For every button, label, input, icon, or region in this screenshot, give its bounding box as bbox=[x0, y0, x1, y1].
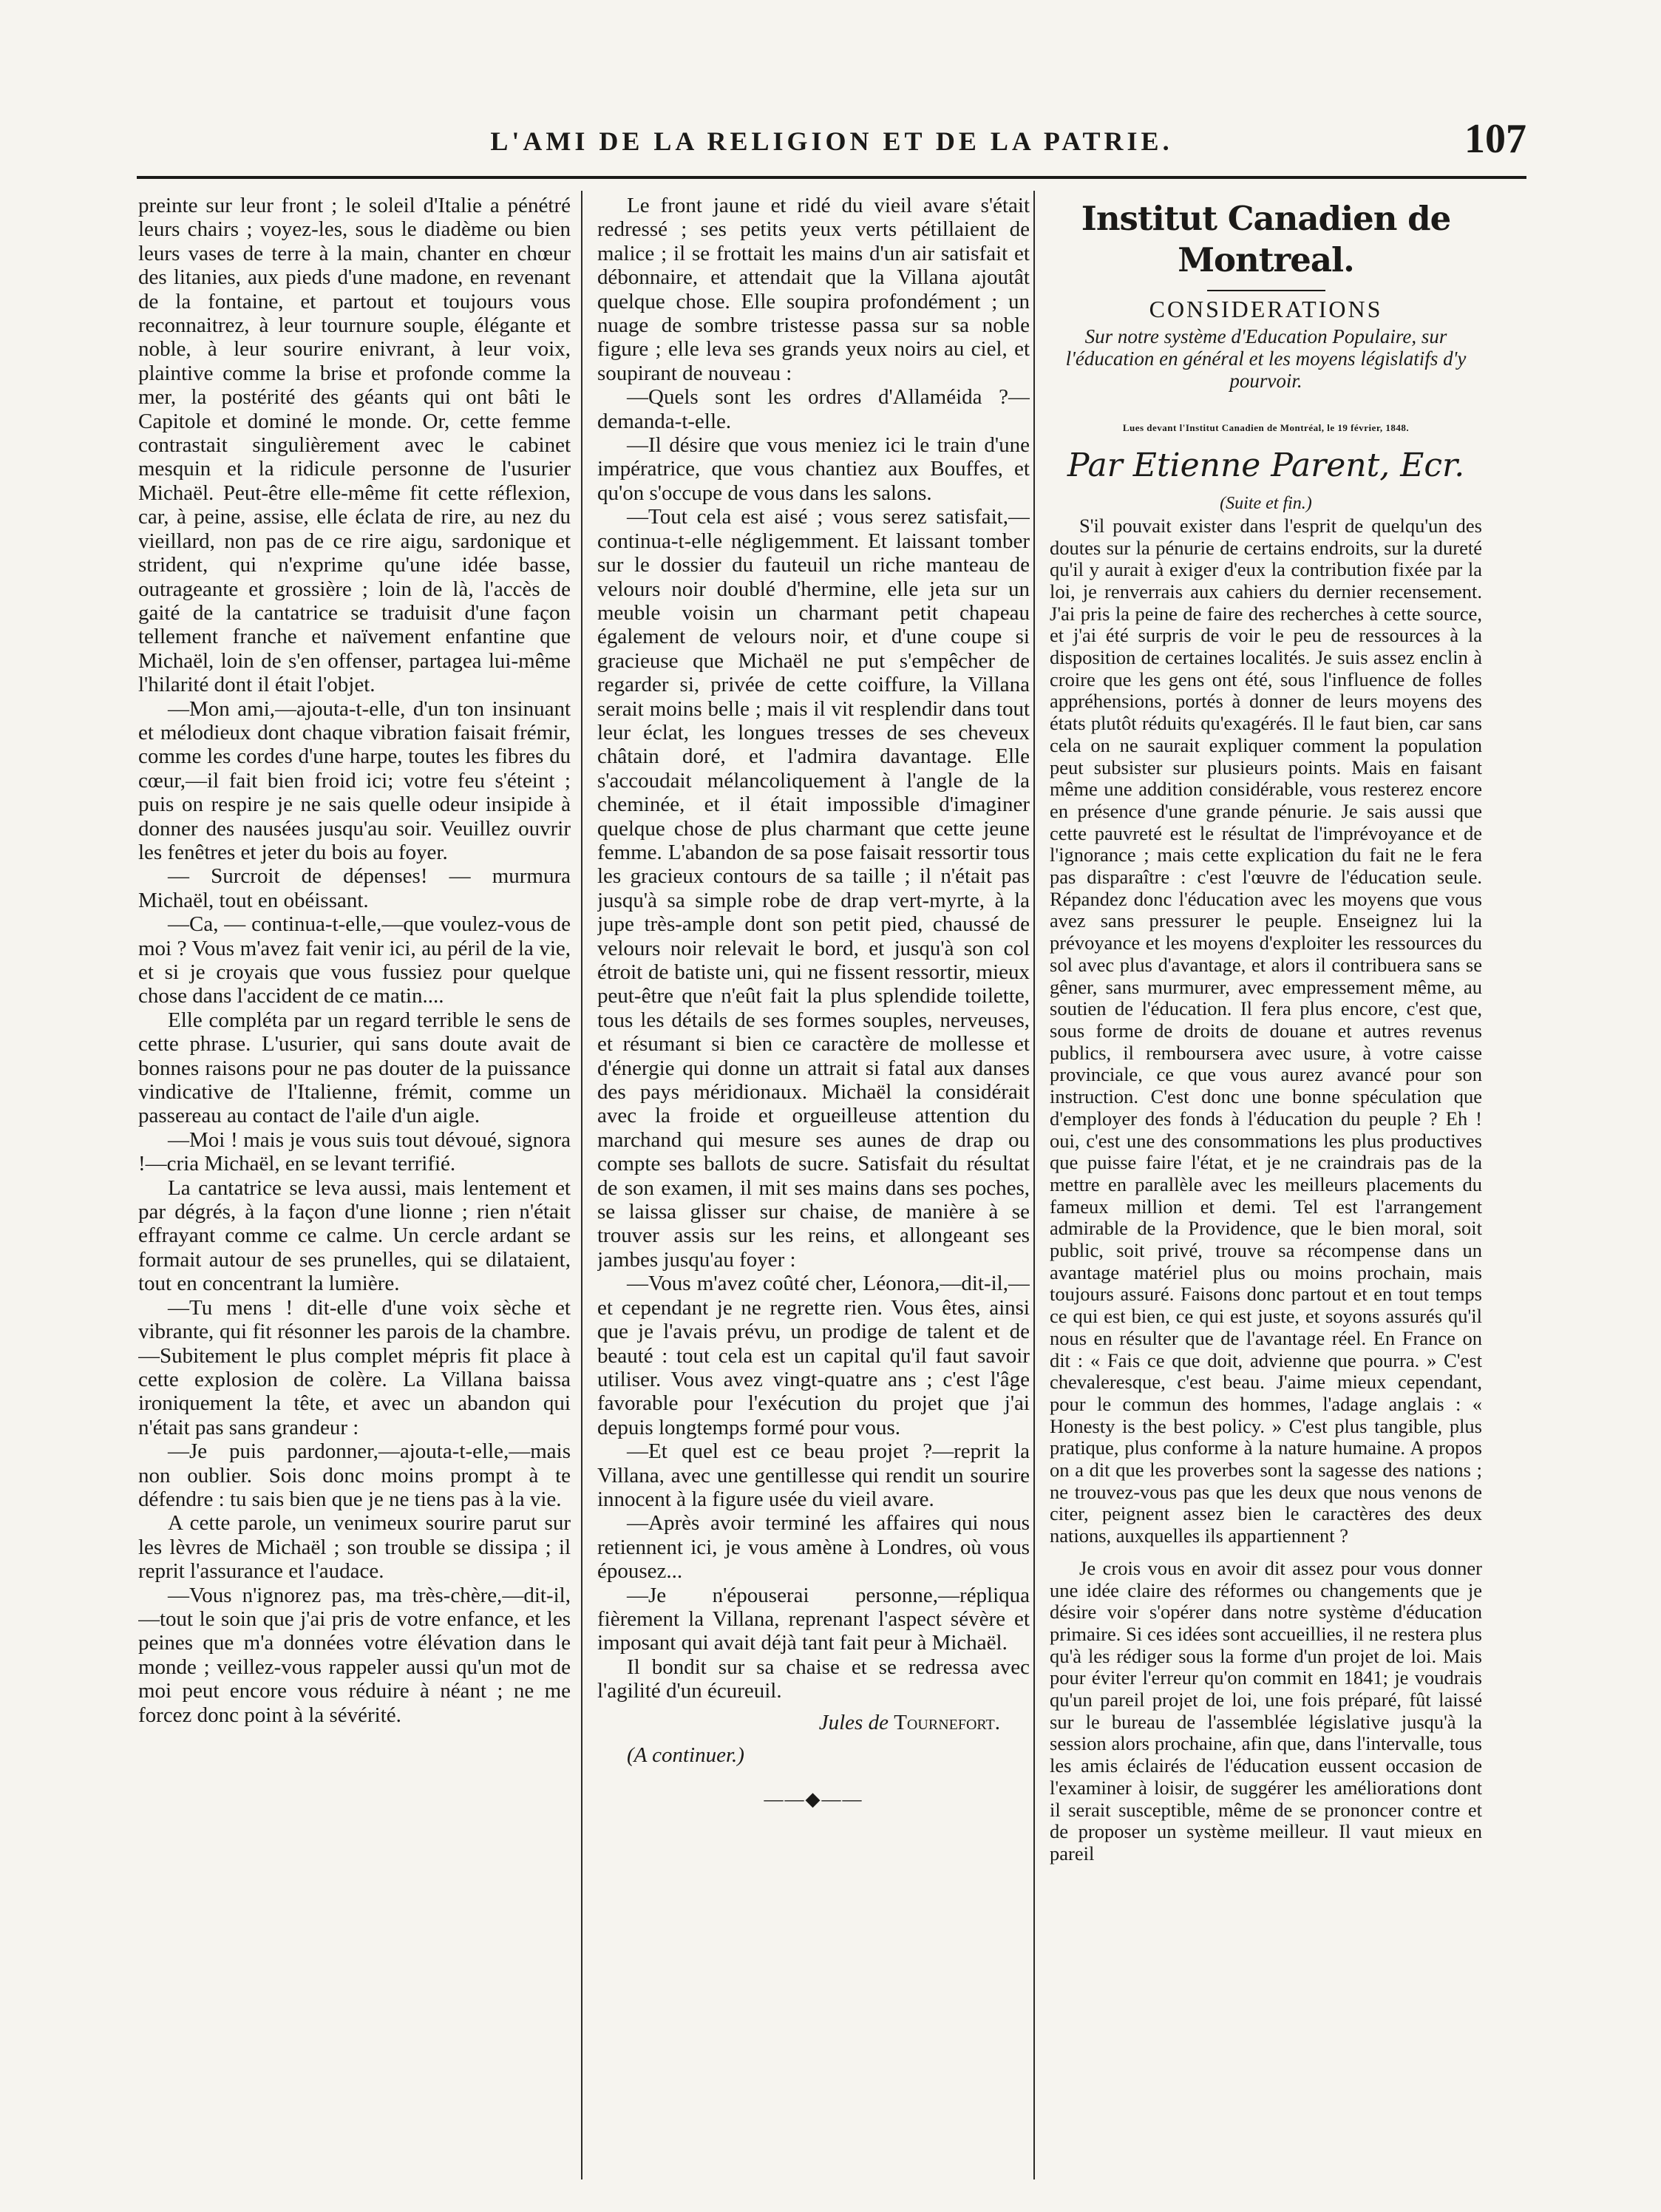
institute-heading: Institut Canadien de Montreal. bbox=[1081, 199, 1451, 279]
paragraph: preinte sur leur front ; le soleil d'Italie a pénétré leurs chairs ; voyez-les, sous le diadème ou bien leurs vases de terre à la main, chanter en chœur des litanies, aux pieds d'une madone, en revenant de la fontaine, et partout et toujours vous reconnaitrez, à leur tournure souple, élégante et noble, à leur sourire enivrant, à leur voix, plaintive comme la brise et profonde comme la mer, la postérité des géants qui ont bâti le Capitole et dominé le monde. Or, cette femme contrastait singulièrement avec le cabinet mesquin et la ridicule personne de l'usurier Michaël. Peut-être elle-même fit cette réflexion, car, à peine, assise, elle éclata de rire, au nez du vieillard, non pas de ce rire aigu, sardonique et strident, qui n'exprime qu'une idée basse, outrageante et grossière ; loin de là, l'accès de gaité de la cantatrice se traduisit d'une façon tellement franche et naïvement enfantine que Michaël, loin de s'en offenser, partagea lui-même l'hilarité dont il était l'objet. bbox=[138, 194, 571, 697]
column-2 bbox=[597, 194, 1030, 2175]
paragraph: —Mon ami,—ajouta-t-elle, d'un ton insinuant et mélodieux dont chaque vibration faisait frémir, comme les cordes d'une harpe, toutes les fibres du cœur,—il fait bien froid ici; votre feu s'éteint ; puis on respire je ne sais quelle odeur insipide à donner des nausées jusqu'au soir. Veuillez ouvrir les fenêtres et jeter du bois au foyer. bbox=[138, 696, 571, 864]
paragraph: —Tout cela est aisé ; vous serez satisfait,— continua-t-elle négligemment. Et laissant tomber sur le dossier du fauteuil un riche manteau de velours noir doublé d'hermine, elle jeta sur un meuble voisin un charmant petit chapeau également de velours noir, et d'une coupe si gracieuse que Michaël ne put s'empêcher de regarder si, privée de cette coiffure, la Villana serait moins belle ; mais il vit resplendir dans tout leur éclat, les longues tresses de ses cheveux châtain doré, et l'admira davantage. Elle s'accoudait mélancoliquement à l'angle de la cheminée, et il était impossible d'imaginer quelque chose de plus charmant que cette jeune femme. L'abandon de sa pose faisait ressortir tous les gracieux contours de sa taille ; il n'était pas jusqu'à sa simple robe de drap vert-myrte, à la jupe très-ample dont son petit pied, chaussé de velours noir relevait le bord, et jusqu'à son col étroit de batiste uni, qui ne fissent ressortir, mieux peut-être que n'eût fait la plus splendide toilette, tous les détails de ses formes souples, nerveuses, et résumant si bien ce caractère de mollesse et d'énergie qui donne un attrait si fatal aux danses des pays méridionaux. Michaël la considérait avec la froide et orgueilleuse attention du marchand qui mesure ses aunes de drap ou compte ses ballots de sucre. Satisfait du résultat de son examen, il mit ses mains dans ses poches, se laissa glisser sur chaise, de manière à se trouver assis sur les reins, et allongeant ses jambes jusqu'au foyer : bbox=[597, 505, 1030, 1272]
suite-note: (Suite et fin.) bbox=[1220, 494, 1312, 514]
paragraph: S'il pouvait exister dans l'esprit de quelqu'un des doutes sur la pénurie de certains endroits, sur la dureté qu'il y aurait à exiger d'eux la contribution fixée par la loi, je renverrais aux cahiers du dernier recensement. J'ai pris la peine de faire des recherches à cette source, et j'ai été surpris de voir le peu de ressources à la disposition de certaines localités. Je suis assez enclin à croire que les gens ont été, sous l'influence de folles appréhensions, portés à donner de leurs moyens des états plutôt réduits qu'exagérés. Il le faut bien, car sans cela on ne saurait expliquer comment la population peut subsister sur plusieurs points. Mais en faisant même une addition considérable, vous resterez encore en présence d'une grande pénurie. Je sais aussi que cette pauvreté est le résultat de l'imprévoyance et de l'ignorance ; mais cette explication du fait ne le fera pas disparaître : c'est l'œuvre de l'éducation seule. Répandez donc l'éducation avec les moyens que vous avez sans pressurer le peuple. Enseignez lui la prévoyance et les moyens d'exploiter les ressources du sol avec plus d'avantage, et alors il contribuera sans se gêner, sans murmurer, avec empressement même, au soutien de l'éducation. Il fera plus encore, c'est que, sous forme de droits de douane et autres revenus publics, il remboursera avec usure, à votre caisse provinciale, ce que vous aurez avancé pour son instruction. C'est donc une bonne spéculation que d'employer des fonds à l'éducation du peuple ? Eh ! oui, c'est une des consommations les plus productives que puisse faire l'état, et je ne craindrais pas de la mettre en parallèle avec les meilleurs placements du fameux million et demi. Tel est l'arrangement admirable de la Providence, que le bien moral, soit public, soit privé, trouve sa récompense dans un avantage matériel plus ou moins prochain, mais toujours assuré. Faisons donc partout et en tout temps ce qui est bien, ce qui est juste, et soyons assurés qu'il nous en résulter que de l'avantage réel. En France on dit : « Fais ce que doit, advienne que pourra. » C'est chevaleresque, c'est beau. J'aime mieux cependant, pour le commun des hommes, l'adage anglais : « Honesty is the best policy. » C'est plus tangible, plus pratique, plus conforme à la nature humaine. A propos on a dit que les proverbes sont la sagesse des nations ; ne trouvez-vous pas que les deux que nous venons de citer, peignent assez bien le caractères des deux nations, auxquelles ils appartiennent ? bbox=[1050, 514, 1482, 1547]
column-divider-1 bbox=[581, 191, 582, 2179]
paragraph: —Tu mens ! dit-elle d'une voix sèche et vibrante, qui fit résonner les parois de la chambre.—Subitement le plus complet mépris fit place à cette explosion de colère. La Villana baissa ironiquement la tête, et avec un abandon qui n'était pas sans grandeur : bbox=[138, 1295, 571, 1439]
header-rule bbox=[137, 176, 1526, 179]
paragraph: Je crois vous en avoir dit assez pour vous donner une idée claire des réformes ou changements que je désire voir s'opérer dans notre système d'éducation primaire. Si ces idées sont accueillies, il ne restera plus qu'à les rédiger sous la forme d'un projet de loi. Mais pour éviter l'erreur qu'on commit en 1841; je voudrais qu'un pareil projet de loi, une fois préparé, fût laissé sur le bureau de l'assemblée législative jusqu'à la session alors prochaine, afin que, dans l'intervalle, tous les amis éclairés de l'éducation eussent occasion de l'examiner à loisir, de suggérer les améliorations dont il serait susceptible, même de se prononcer contre et de proposer un système meilleur. Il vaut mieux en pareil bbox=[1050, 1556, 1482, 1865]
page-header bbox=[137, 111, 1526, 170]
paragraph: —Après avoir terminé les affaires qui nous retiennent ici, je vous amène à Londres, où vous épousez... bbox=[597, 1511, 1030, 1584]
author-line: Par Etienne Parent, Ecr. bbox=[1067, 447, 1465, 485]
short-rule bbox=[1207, 290, 1325, 291]
paragraph: Elle compléta par un regard terrible le sens de cette phrase. L'usurier, qui sans doute avait de bonnes raisons pour ne pas douter de la puissance vindicative de l'Italienne, frémit, comme un passereau au contact de l'aile d'un aigle. bbox=[138, 1008, 571, 1128]
end-ornament: ——◆—— bbox=[764, 1788, 863, 1811]
paragraph: —Vous m'avez coûté cher, Léonora,—dit-il,—et cependant je ne regrette rien. Vous êtes, ainsi que je l'avais prévu, un prodige de talent et de beauté : tout cela est un capital qu'il faut savoir utiliser. Vous avez vingt-quatre ans ; c'est l'âge favorable pour l'exécution du projet que j'ai depuis longtemps formé pour vous. bbox=[597, 1272, 1030, 1439]
column-3 bbox=[1050, 194, 1482, 2175]
paragraph: —Moi ! mais je vous suis tout dévoué, signora !—cria Michaël, en se levant terrifié. bbox=[138, 1127, 571, 1176]
paragraph: —Je n'épouserai personne,—répliqua fièrement la Villana, reprenant l'aspect sévère et imposant qui avait déjà tant fait peur à Michaël. bbox=[597, 1583, 1030, 1655]
paragraph: —Quels sont les ordres d'Allaméida ?—demanda-t-elle. bbox=[597, 385, 1030, 433]
article-signature bbox=[597, 1711, 1030, 1734]
paragraph: La cantatrice se leva aussi, mais lentement et par dégrés, à la façon d'une lionne ; rien n'était effrayant comme ce calme. Un cercle ardant se formait autour de ses prunelles, qui se dilataient, tout en concentrant la lumière. bbox=[138, 1175, 571, 1296]
paragraph: A cette parole, un venimeux sourire parut sur les lèvres de Michaël ; son trouble se dissipa ; il reprit l'assurance et l'audace. bbox=[138, 1511, 571, 1584]
paragraph: —Et quel est ce beau projet ?—reprit la Villana, avec une gentillesse qui rendit un sourire innocent à la figure usée du vieil avare. bbox=[597, 1439, 1030, 1511]
page-number: 107 bbox=[1464, 116, 1526, 162]
article-subtitle: Sur notre système d'Education Populaire, sur l'éducation en général et les moyens législatifs d'y pourvoir. bbox=[1065, 325, 1467, 392]
column-1 bbox=[138, 194, 571, 2175]
paragraph: — Surcroit de dépenses! — murmura Michaël, tout en obéissant. bbox=[138, 864, 571, 912]
reading-note: Lues devant l'Institut Canadien de Montréal, le 19 février, 1848. bbox=[1122, 421, 1410, 433]
signature-name: Tournefort. bbox=[894, 1710, 1000, 1734]
paragraph: Le front jaune et ridé du vieil avare s'était redressé ; ses petits yeux verts pétillaient de malice ; il se frottait les mains d'un air satisfait et débonnaire, et attendait que la Villana ajoutât quelque chose. Elle soupira profondément ; un nuage de sombre tristesse passa sur sa noble figure ; elle leva ses grands yeux noirs au ciel, et soupirant de nouveau : bbox=[597, 194, 1030, 385]
column-divider-2 bbox=[1033, 191, 1035, 2179]
paragraph: —Vous n'ignorez pas, ma très-chère,—dit-il,—tout le soin que j'ai pris de votre enfance, et les peines que m'a données votre élévation dans le monde ; veillez-vous rappeler aussi qu'un mot de moi peut encore vous réduire à néant ; ne me forcez donc point à la sévérité. bbox=[138, 1583, 571, 1727]
paragraph: —Ca, — continua-t-elle,—que voulez-vous de moi ? Vous m'avez fait venir ici, au péril de la vie, et si je croyais que vous fussiez pour quelque chose dans l'accident de ce matin.... bbox=[138, 912, 571, 1008]
paragraph: Il bondit sur sa chaise et se redressa avec l'agilité d'un écureuil. bbox=[597, 1655, 1030, 1703]
article-heading: CONSIDERATIONS bbox=[1149, 296, 1383, 322]
paragraph: —Il désire que vous meniez ici le train d'une impératrice, que vous chantiez aux Bouffes, et qu'on s'occupe de vous dans les salons. bbox=[597, 433, 1030, 505]
running-title: L'AMI DE LA RELIGION ET DE LA PATRIE. bbox=[490, 126, 1173, 156]
paragraph: —Je puis pardonner,—ajouta-t-elle,—mais non oublier. Sois donc moins prompt à te défendre : tu sais bien que je ne tiens pas à la vie. bbox=[138, 1439, 571, 1511]
paragraph-gap bbox=[1050, 1547, 1482, 1558]
signature-prefix: Jules de bbox=[818, 1710, 889, 1734]
continuation-note: (A continuer.) bbox=[627, 1743, 744, 1767]
